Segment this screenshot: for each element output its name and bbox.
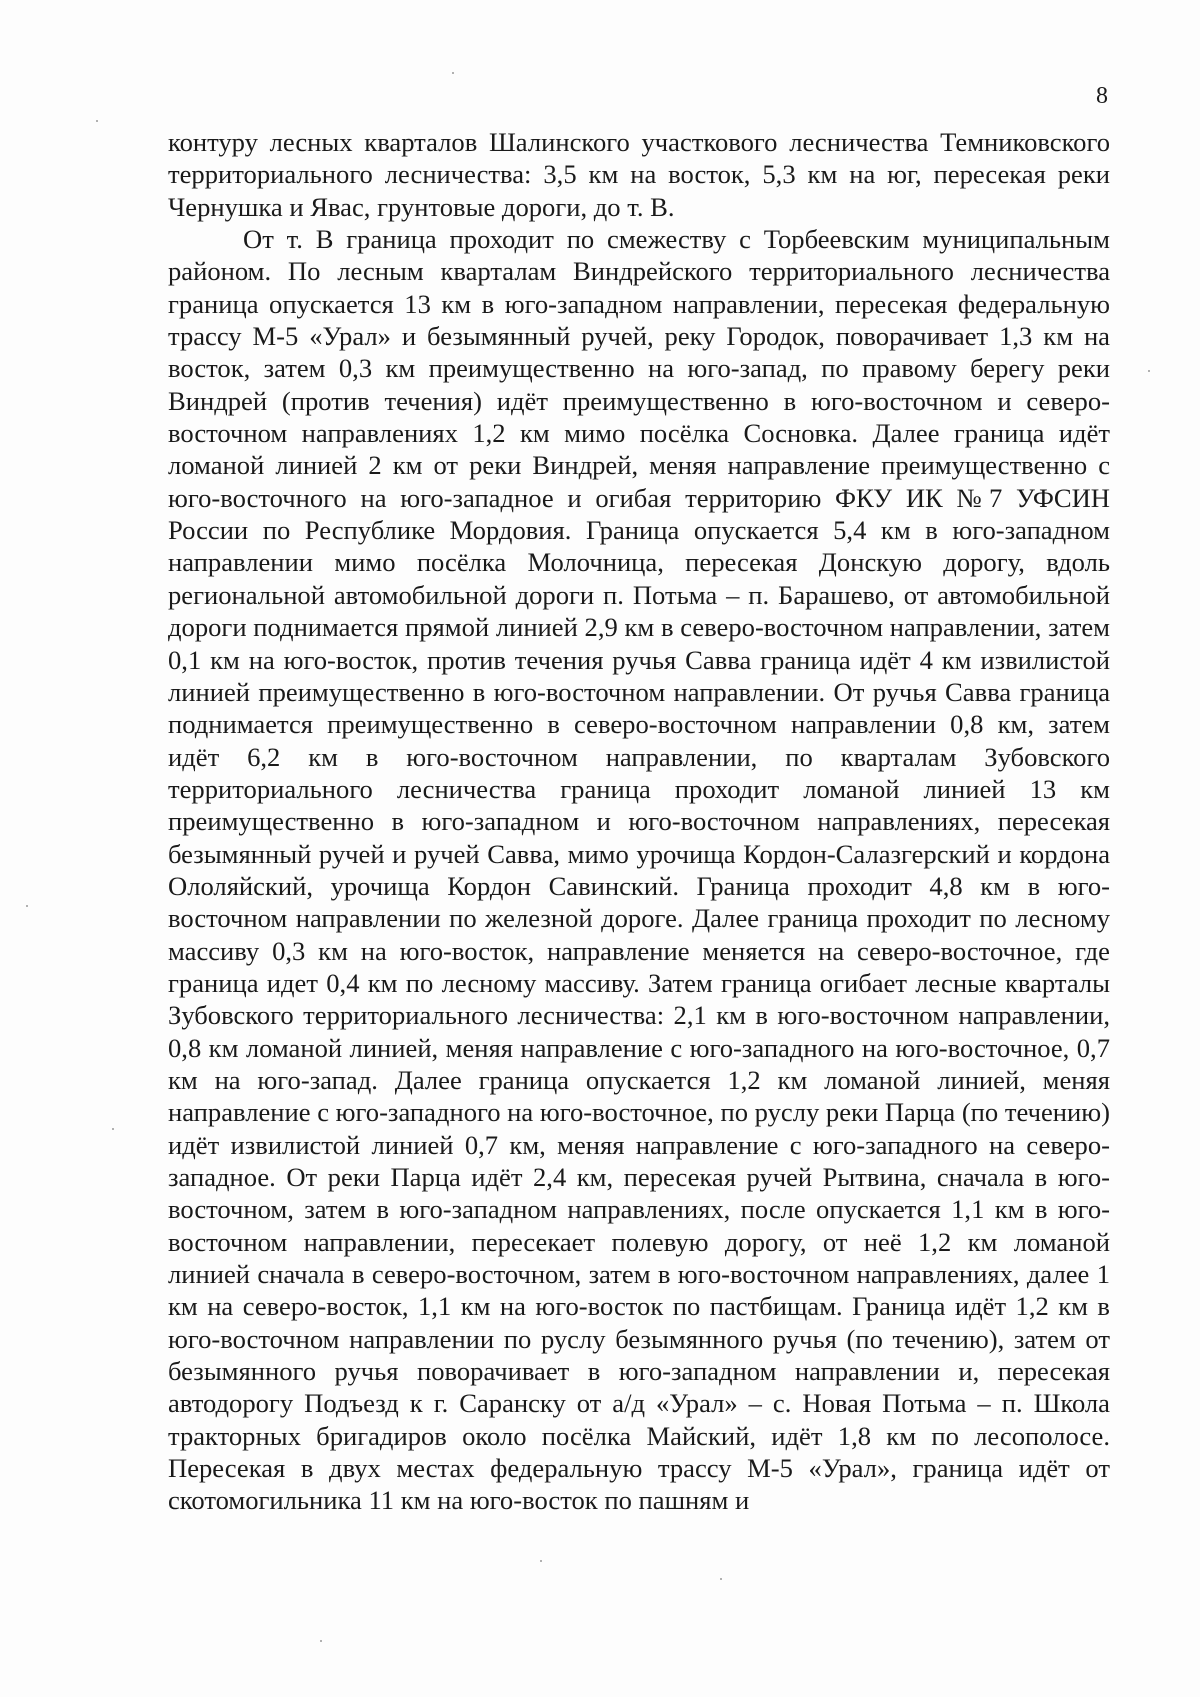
scan-speck bbox=[720, 1578, 722, 1580]
scan-speck bbox=[112, 1128, 114, 1130]
scan-speck bbox=[96, 120, 98, 122]
scan-speck bbox=[1148, 370, 1150, 372]
paragraph-boundary-description: От т. В граница проходит по смежеству с Торбеевским муниципальным районом. По лесным кварталам Виндрейского территориального лесничества граница опускается 13 км в юго-западном направлении, пересекая федеральную трассу М-5 «Урал» и безымянный ручей, реку Городок, поворачивает 1,3 км на восток, затем 0,3 км преимущественно на юго-запад, по правому берегу реки Виндрей (против течения) идёт преимущественно в юго-восточном и северо-восточном направлениях 1,2 км мимо посёлка Сосновка. Далее граница идёт ломаной линией 2 км от реки Виндрей, меняя направление преимущественно с юго-восточного на юго-западное и огибая территорию ФКУ ИК №7 УФСИН России по Республике Мордовия. Граница опускается 5,4 км в юго-западном направлении мимо посёлка Молочница, пересекая Донскую дорогу, вдоль региональной автомобильной дороги п. Потьма – п. Барашево, от автомобильной дороги поднимается прямой линией 2,9 км в северо-восточном направлении, затем 0,1 км на юго-восток, против течения ручья Савва граница идёт 4 км извилистой линией преимущественно в юго-восточном направлении. От ручья Савва граница поднимается преимущественно в северо-восточном направлении 0,8 км, затем идёт 6,2 км в юго-восточном направлении, по кварталам Зубовского территориального лесничества граница проходит ломаной линией 13 км преимущественно в юго-западном и юго-восточном направлениях, пересекая безымянный ручей и ручей Савва, мимо урочища Кордон-Салазгерский и кордона Ололяйский, урочища Кордон Савинский. Граница проходит 4,8 км в юго-восточном направлении по железной дороге. Далее граница проходит по лесному массиву 0,3 км на юго-восток, направление меняется на северо-восточное, где граница идет 0,4 км по лесному массиву. Затем граница огибает лесные кварталы Зубовского территориального лесничества: 2,1 км в юго-восточном направлении, 0,8 км ломаной линией, меняя направление с юго-западного на юго-восточное, 0,7 км на юго-запад. Далее граница опускается 1,2 км ломаной линией, меняя направление с юго-западного на юго-восточное, по руслу реки Парца (по течению) идёт извилистой линией 0,7 км, меняя направление с юго-западного на северо-западное. От реки Парца идёт 2,4 км, пересекая ручей Рытвина, сначала в юго-восточном, затем в юго-западном направлениях, после опускается 1,1 км в юго-восточном направлении, пересекает полевую дорогу, от неё 1,2 км ломаной линией сначала в северо-восточном, затем в юго-восточном направлениях, далее 1 км на северо-восток, 1,1 км на юго-восток по пастбищам. Граница идёт 1,2 км в юго-восточном направлении по руслу безымянного ручья (по течению), затем от безымянного ручья поворачивает в юго-западном направлении и, пересекая автодорогу Подъезд к г. Саранску от а/д «Урал» – с. Новая Потьма – п. Школа тракторных бригадиров около посёлка Майский, идёт 1,8 км по лесополосе. Пересекая в двух местах федеральную трассу М-5 «Урал», граница идёт от скотомогильника 11 км на юго-восток по пашням и bbox=[168, 224, 1110, 1516]
scan-speck bbox=[320, 1640, 322, 1642]
scan-speck bbox=[26, 905, 28, 907]
page-number: 8 bbox=[1096, 83, 1108, 109]
paragraph-continuation: контуру лесных кварталов Шалинского участкового лесничества Темниковского территориального лесничества: 3,5 км на восток, 5,3 км на юг, пересекая реки Чернушка и Явас, грунтовые дороги, до т. В. bbox=[168, 127, 1110, 222]
scan-speck bbox=[452, 72, 454, 74]
scan-speck bbox=[540, 1560, 542, 1562]
document-body bbox=[168, 126, 1110, 1517]
